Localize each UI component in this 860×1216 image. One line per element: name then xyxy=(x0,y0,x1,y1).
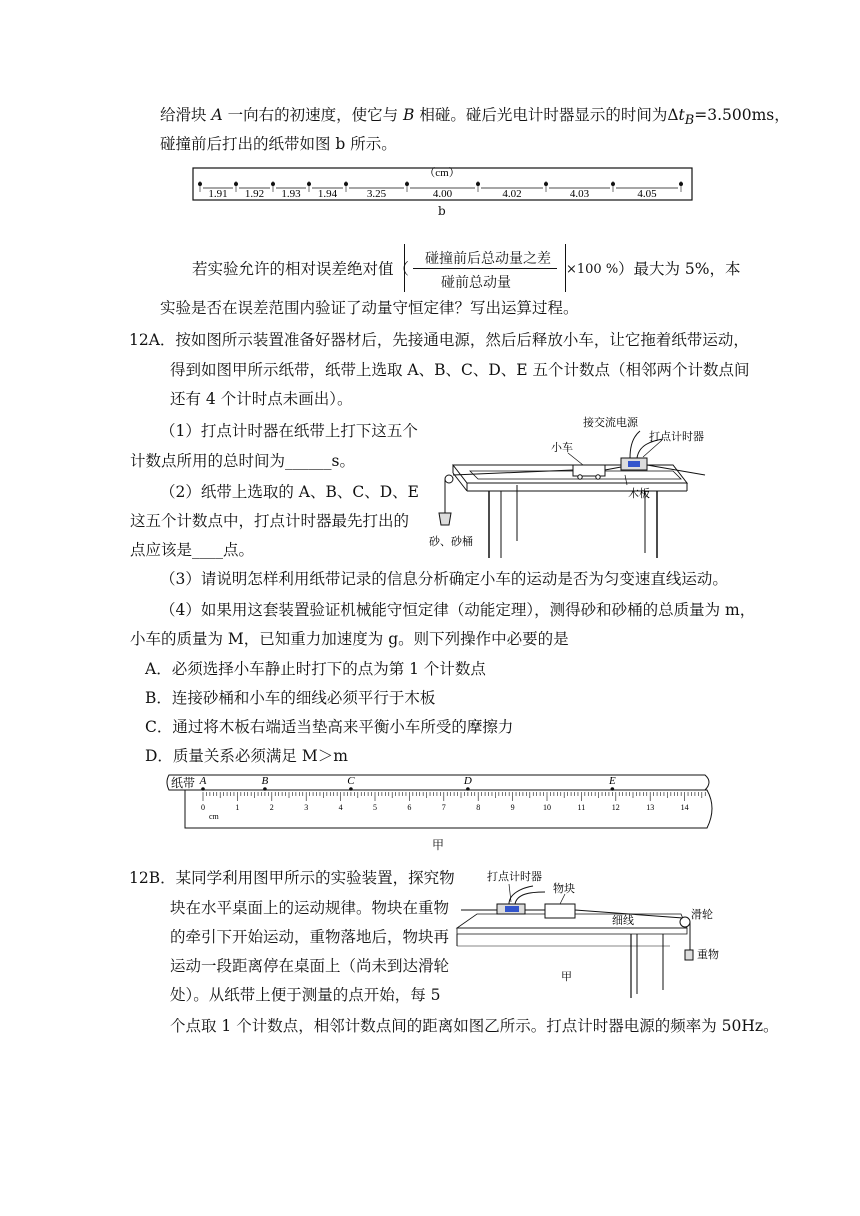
tape-segment-label: 4.02 xyxy=(502,188,522,200)
q12a-option-b: B．连接砂桶和小车的细线必须平行于木板 xyxy=(145,689,436,707)
abs-value-bars xyxy=(404,244,566,292)
tape-b-unit: （cm） xyxy=(424,167,460,179)
intro-line-1: 给滑块 A 一向右的初速度，使它与 B 相碰。碰后光电计时器显示的时间为$\Delta t_B=3.500ms$， xyxy=(160,106,790,129)
error-suffix: ）最大为 5%，本 xyxy=(618,260,741,278)
label-board: 木板 xyxy=(628,488,650,500)
ruler-tape-figure xyxy=(165,772,717,836)
times-100: ×100 % xyxy=(566,262,619,277)
ruler-number: 1 xyxy=(235,803,240,812)
tape-segment-label: 4.03 xyxy=(569,188,590,200)
label-pulley: 滑轮 xyxy=(691,909,713,921)
q12a-line-2: 得到如图甲所示纸带，纸带上选取 A、B、C、D、E 五个计数点（相邻两个计数点间 xyxy=(170,361,750,379)
q12a-p2-b: 这五个计数点中，打点计时器最先打出的 xyxy=(130,512,410,530)
q12b-line-1: 12B．某同学利用图甲所示的实验装置，探究物 xyxy=(129,869,455,887)
label-timer-b: 打点计时器 xyxy=(487,871,542,883)
ruler-tape-label: 纸带 xyxy=(171,776,196,790)
ruler-number: 0 xyxy=(201,803,205,812)
ruler-number: 10 xyxy=(543,803,551,812)
ruler-point-dot xyxy=(201,787,205,791)
q12b-line-4: 运动一段距离停在桌面上（尚未到达滑轮 xyxy=(170,957,450,975)
ruler-point-label: A xyxy=(199,775,207,787)
q12a-p4-b: 小车的质量为 M，已知重力加速度为 g。则下列操作中必要的是 xyxy=(130,630,569,648)
ruler-point-label: E xyxy=(608,775,616,787)
q12a-option-c: C．通过将木板右端适当垫高来平衡小车所受的摩擦力 xyxy=(145,718,514,736)
q12b-line-2: 块在水平桌面上的运动规律。物块在重物 xyxy=(170,899,450,917)
q12a-line-3: 还有 4 个计时点未画出）。 xyxy=(170,390,353,408)
label-sand-bucket: 砂、砂桶 xyxy=(429,536,473,548)
ruler-caption: 甲 xyxy=(432,838,445,852)
fraction-numerator: 碰撞前后总动量之差 xyxy=(425,251,551,267)
ruler-point-label: C xyxy=(347,775,355,787)
ruler-number: 4 xyxy=(338,803,343,812)
label-timer: 打点计时器 xyxy=(649,431,704,443)
q12a-p1-a: （1）打点计时器在纸带上打下这五个 xyxy=(160,422,418,440)
q12b-line-6: 个点取 1 个计数点，相邻计数点间的距离如图乙所示。打点计时器电源的频率为 50Hz。 xyxy=(170,1017,779,1035)
ruler-number: 9 xyxy=(510,803,515,812)
tape-segment-label: 4.00 xyxy=(432,188,453,200)
error-continuation: 实验是否在误差范围内验证了动量守恒定律？写出运算过程。 xyxy=(160,299,579,317)
label-block: 物块 xyxy=(553,883,575,895)
label-power: 接交流电源 xyxy=(583,417,638,429)
ruler-point-dot xyxy=(466,787,470,791)
q12a-p4-a: （4）如果用这套装置验证机械能守恒定律（动能定理），测得砂和砂桶的总质量为 m， xyxy=(160,601,756,619)
tape-b-caption: b xyxy=(438,204,446,218)
ruler-number: 8 xyxy=(476,803,481,812)
q12a-option-a: A．必须选择小车静止时打下的点为第 1 个计数点 xyxy=(145,660,486,678)
ruler-number: 5 xyxy=(373,803,377,812)
ruler-number: 2 xyxy=(269,803,274,812)
tape-segment-label: 1.93 xyxy=(281,188,301,200)
fraction-denominator: 碰前总动量 xyxy=(441,275,511,291)
ruler-number: 3 xyxy=(304,803,309,812)
fraction-bar xyxy=(413,268,557,269)
tape-segment-label: 3.25 xyxy=(366,188,387,200)
tape-segment-label: 4.05 xyxy=(637,188,657,200)
q12a-p1-b: 计数点所用的总时间为______s。 xyxy=(130,452,355,470)
ruler-point-dot xyxy=(349,787,353,791)
label-weight: 重物 xyxy=(697,949,719,961)
ruler-point-label: B xyxy=(261,775,269,787)
fig-b-caption: 甲 xyxy=(561,971,572,983)
block-apparatus-figure xyxy=(455,866,727,998)
intro-line-2: 碰撞前后打出的纸带如图 b 所示。 xyxy=(160,135,397,153)
q12a-p2-a: （2）纸带上选取的 A、B、C、D、E xyxy=(160,483,419,501)
tape-segment-label: 1.92 xyxy=(244,188,265,200)
ruler-number: 11 xyxy=(577,803,586,812)
ruler-point-dot xyxy=(611,787,615,791)
ruler-number: 13 xyxy=(646,803,655,812)
label-string: 细线 xyxy=(612,915,634,927)
error-prefix: 若实验允许的相对误差绝对值（ xyxy=(192,260,410,278)
ruler-number: 7 xyxy=(441,803,446,812)
ruler-number: 14 xyxy=(680,803,689,812)
ruler-point-label: D xyxy=(463,775,472,787)
tape-segment-label: 1.94 xyxy=(317,188,338,200)
ruler-number: 6 xyxy=(407,803,412,812)
q12b-line-3: 的牵引下开始运动，重物落地后，物块再 xyxy=(170,928,450,946)
q12a-line-1: 12A．按如图所示装置准备好器材后，先接通电源，然后后释放小车，让它拖着纸带运动， xyxy=(129,331,749,349)
ruler-number: 12 xyxy=(611,803,620,812)
q12a-p3: （3）请说明怎样利用纸带记录的信息分析确定小车的运动是否为匀变速直线运动。 xyxy=(160,570,728,588)
cart-apparatus-figure xyxy=(425,413,730,558)
label-cart: 小车 xyxy=(551,442,573,454)
q12a-p2-c: 点应该是____点。 xyxy=(130,541,255,559)
q12b-line-5: 处）。从纸带上便于测量的点开始，每 5 xyxy=(170,986,441,1004)
tape-segment-label: 1.91 xyxy=(208,188,228,200)
q12a-option-d: D．质量关系必须满足 M＞m xyxy=(145,747,348,765)
ruler-point-dot xyxy=(263,787,267,791)
ruler-unit: cm xyxy=(209,812,219,821)
